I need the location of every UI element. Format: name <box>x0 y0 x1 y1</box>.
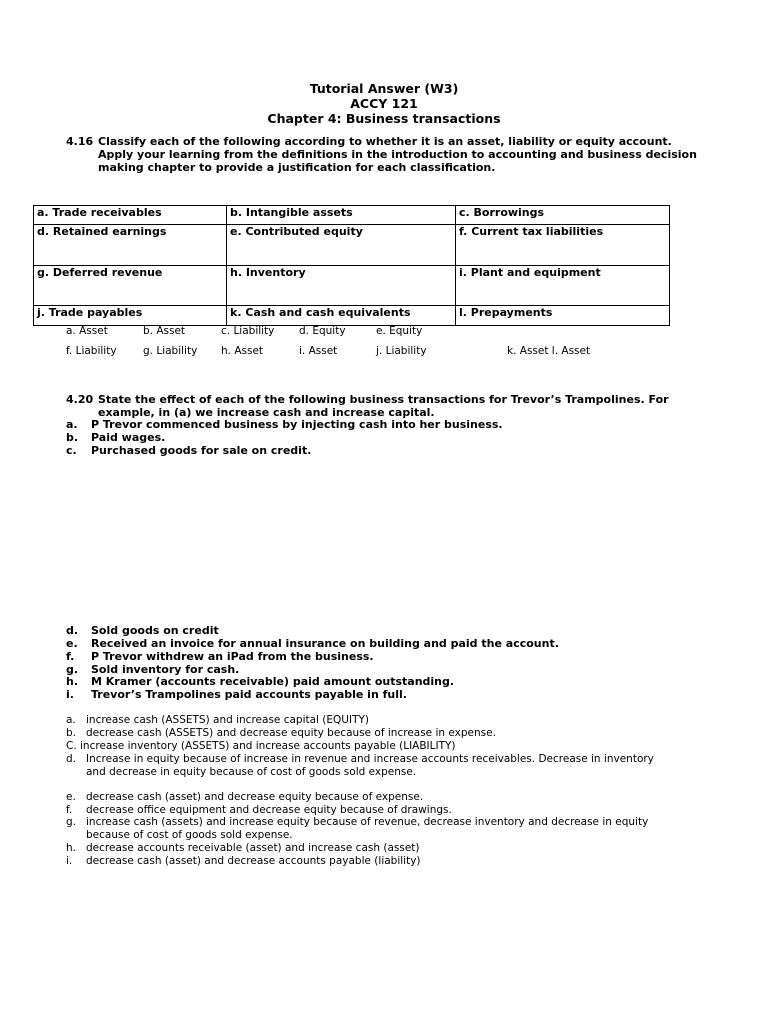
item-text: Paid wages. <box>91 431 166 444</box>
item-letter: g. <box>66 663 79 676</box>
item-letter: d. <box>66 624 79 637</box>
classification-table <box>33 205 670 326</box>
question-text-line: example, in (a) we increase cash and increase capital. <box>98 406 435 419</box>
answer-text: increase cash (assets) and increase equity because of revenue, decrease inventory and decrease in equity <box>86 816 649 828</box>
item-text: P Trevor commenced business by injecting cash into her business. <box>91 418 503 431</box>
transaction-item <box>66 431 165 444</box>
answer-text: decrease cash (asset) and decrease accounts payable (liability) <box>86 855 421 867</box>
table-row <box>34 206 670 225</box>
answer-item: j. Liability <box>376 345 427 357</box>
item-letter: a. <box>66 418 78 431</box>
answer-line <box>66 816 696 842</box>
answer-item: b. Asset <box>143 325 186 337</box>
item-letter: c. <box>66 444 77 457</box>
answer-letter: a. <box>66 714 76 726</box>
answer-item: i. Asset <box>299 345 338 357</box>
table-cell: i. Plant and equipment <box>456 266 670 306</box>
table-cell: c. Borrowings <box>456 206 670 225</box>
table-row <box>34 266 670 306</box>
table-cell: e. Contributed equity <box>227 225 456 266</box>
answer-letter: h. <box>66 842 76 854</box>
answer-letter: d. <box>66 753 77 765</box>
question-text-line: making chapter to provide a justification for each classification. <box>98 161 496 174</box>
answer-item: g. Liability <box>143 345 198 357</box>
transaction-item <box>66 637 559 650</box>
table-cell: k. Cash and cash equivalents <box>227 306 456 326</box>
item-text: Sold inventory for cash. <box>91 663 240 676</box>
item-letter: b. <box>66 431 79 444</box>
answer-line <box>66 842 696 855</box>
table-cell: f. Current tax liabilities <box>456 225 670 266</box>
transaction-item <box>66 418 503 431</box>
question-4-20 <box>66 393 706 419</box>
doc-title: Tutorial Answer (W3) <box>309 81 459 96</box>
answer-letter: b. <box>66 727 77 739</box>
question-4-16 <box>66 135 706 174</box>
answer-line <box>66 753 696 779</box>
answer-item: k. Asset l. Asset <box>507 345 591 357</box>
transaction-item <box>66 688 407 701</box>
item-text: Trevor’s Trampolines paid accounts payable in full. <box>91 688 407 701</box>
answer-item: f. Liability <box>66 345 117 357</box>
answer-letter: i. <box>66 855 73 867</box>
table-row <box>34 306 670 326</box>
item-text: Purchased goods for sale on credit. <box>91 444 312 457</box>
table-row <box>34 225 670 266</box>
course-code: ACCY 121 <box>350 96 418 111</box>
answer-text: decrease cash (ASSETS) and decrease equity because of increase in expense. <box>86 727 496 739</box>
table-cell: b. Intangible assets <box>227 206 456 225</box>
answer-letter: e. <box>66 791 76 803</box>
answer-item: d. Equity <box>299 325 346 337</box>
answer-item: h. Asset <box>221 345 264 357</box>
table-cell: j. Trade payables <box>34 306 227 326</box>
question-number: 4.20 <box>66 393 94 406</box>
answer-text: decrease accounts receivable (asset) and increase cash (asset) <box>86 842 420 854</box>
item-text: Sold goods on credit <box>91 624 219 637</box>
question-text-line: State the effect of each of the following business transactions for Trevor’s Trampolines. For <box>98 393 669 406</box>
answer-text: decrease cash (asset) and decrease equity because of expense. <box>86 791 424 803</box>
table-cell: a. Trade receivables <box>34 206 227 225</box>
table-cell: h. Inventory <box>227 266 456 306</box>
table-cell: l. Prepayments <box>456 306 670 326</box>
answer-letter: g. <box>66 816 77 828</box>
question-number: 4.16 <box>66 135 94 148</box>
answer-text-continued: because of cost of goods sold expense. <box>86 829 293 841</box>
transaction-item <box>66 675 454 688</box>
item-letter: e. <box>66 637 78 650</box>
answer-line <box>66 714 696 727</box>
question-text-line: Classify each of the following according to whether it is an asset, liability or equity account. <box>98 135 672 148</box>
answer-text: increase cash (ASSETS) and increase capital (EQUITY) <box>86 714 370 726</box>
answer-text: Increase in equity because of increase in revenue and increase accounts receivables. Decrease in inventory <box>86 753 654 765</box>
item-letter: i. <box>66 688 74 701</box>
item-text: M Kramer (accounts receivable) paid amount outstanding. <box>91 675 455 688</box>
answer-line <box>66 791 696 804</box>
answer-line <box>66 740 696 753</box>
answer-text: C. increase inventory (ASSETS) and increase accounts payable (LIABILITY) <box>66 740 456 752</box>
answer-text: decrease office equipment and decrease equity because of drawings. <box>86 804 452 816</box>
transaction-item <box>66 444 311 457</box>
table-cell: d. Retained earnings <box>34 225 227 266</box>
item-text: Received an invoice for annual insurance on building and paid the account. <box>91 637 559 650</box>
transaction-item <box>66 624 219 637</box>
transaction-item <box>66 650 374 663</box>
answer-item: c. Liability <box>221 325 275 337</box>
question-text-line: Apply your learning from the definitions in the introduction to accounting and business decision <box>98 148 697 161</box>
answer-line <box>66 855 696 868</box>
table-cell: g. Deferred revenue <box>34 266 227 306</box>
answer-line <box>66 727 696 740</box>
item-letter: h. <box>66 675 79 688</box>
answer-item: e. Equity <box>376 325 423 337</box>
chapter-title: Chapter 4: Business transactions <box>267 111 501 126</box>
item-text: P Trevor withdrew an iPad from the business. <box>91 650 374 663</box>
answer-text-continued: and decrease in equity because of cost of goods sold expense. <box>86 766 417 778</box>
answer-letter: f. <box>66 804 73 816</box>
item-letter: f. <box>66 650 75 663</box>
answer-item: a. Asset <box>66 325 108 337</box>
